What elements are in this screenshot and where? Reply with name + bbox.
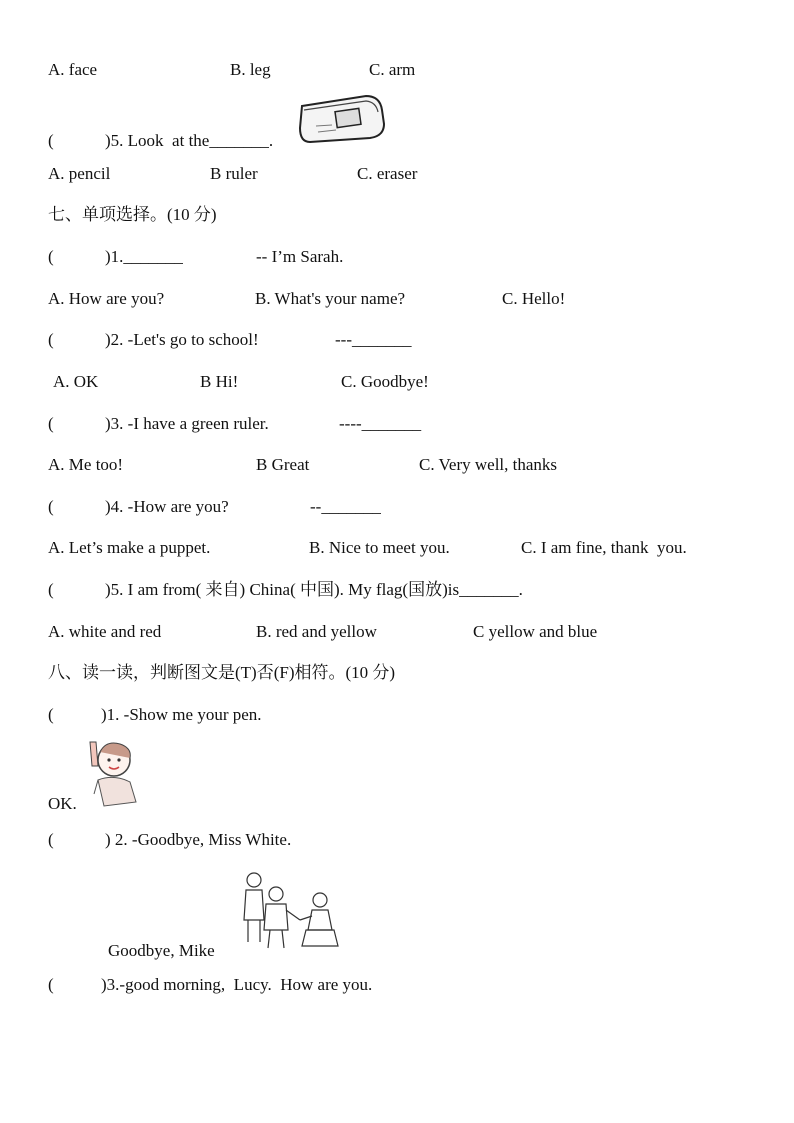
- question-text: )3.-good morning, Lucy. How are you.: [101, 975, 373, 994]
- option-c: C. Very well, thanks: [419, 455, 558, 474]
- option-c: C. eraser: [357, 164, 418, 183]
- option-a: A. Me too!: [48, 455, 124, 474]
- question-text: )3. -I have a green ruler.: [105, 414, 269, 433]
- question-bracket: (: [48, 830, 54, 849]
- option-b: B Hi!: [200, 372, 239, 391]
- question-text: )5. Look at the_______.: [105, 131, 274, 150]
- question-dialog: ---_______: [335, 330, 412, 349]
- option-b: B ruler: [210, 164, 258, 183]
- option-c: C. I am fine, thank you.: [521, 538, 687, 557]
- option-c: C. Hello!: [502, 289, 566, 308]
- option-a: A. How are you?: [48, 289, 165, 308]
- option-b: B Great: [256, 455, 310, 474]
- option-a: A. Let’s make a puppet.: [48, 538, 211, 557]
- question-text: )4. -How are you?: [105, 497, 229, 516]
- question-text: )1. -Show me your pen.: [101, 705, 262, 724]
- answer-text: Goodbye, Mike: [108, 941, 215, 960]
- question-bracket: (: [48, 330, 54, 349]
- question-bracket: (: [48, 247, 54, 266]
- option-c: C. Goodbye!: [341, 372, 429, 391]
- option-b: B. leg: [230, 60, 271, 79]
- section-heading: 七、单项选择。(10 分): [48, 205, 217, 224]
- eraser-illustration: [296, 92, 396, 144]
- option-a: A. white and red: [48, 622, 162, 641]
- option-a: A. OK: [53, 372, 99, 391]
- question-text: )5. I am from( 来自) China( 中国). My flag(国放)is_______.: [105, 580, 523, 599]
- option-b: B. What's your name?: [255, 289, 406, 308]
- boy-illustration: [76, 736, 146, 808]
- option-a: A. pencil: [48, 164, 111, 183]
- answer-text: OK.: [48, 794, 77, 813]
- option-b: B. Nice to meet you.: [309, 538, 450, 557]
- option-c: C. arm: [369, 60, 416, 79]
- question-text: )1._______: [105, 247, 183, 266]
- option-b: B. red and yellow: [256, 622, 377, 641]
- question-dialog: ----_______: [339, 414, 422, 433]
- question-bracket: (: [48, 705, 54, 724]
- question-text: )2. -Let's go to school!: [105, 330, 259, 349]
- option-c: C yellow and blue: [473, 622, 598, 641]
- question-bracket: (: [48, 497, 54, 516]
- question-bracket: (: [48, 414, 54, 433]
- people-handshake-illustration: [234, 868, 342, 954]
- question-bracket: (: [48, 975, 54, 994]
- option-a: A. face: [48, 60, 98, 79]
- question-text: ) 2. -Goodbye, Miss White.: [105, 830, 292, 849]
- question-bracket: (: [48, 131, 54, 150]
- question-bracket: (: [48, 580, 54, 599]
- question-dialog: -- I’m Sarah.: [256, 247, 344, 266]
- section-heading: 八、读一读，判断图文是(T)否(F)相符。(10 分): [48, 663, 396, 682]
- question-dialog: --_______: [310, 497, 381, 516]
